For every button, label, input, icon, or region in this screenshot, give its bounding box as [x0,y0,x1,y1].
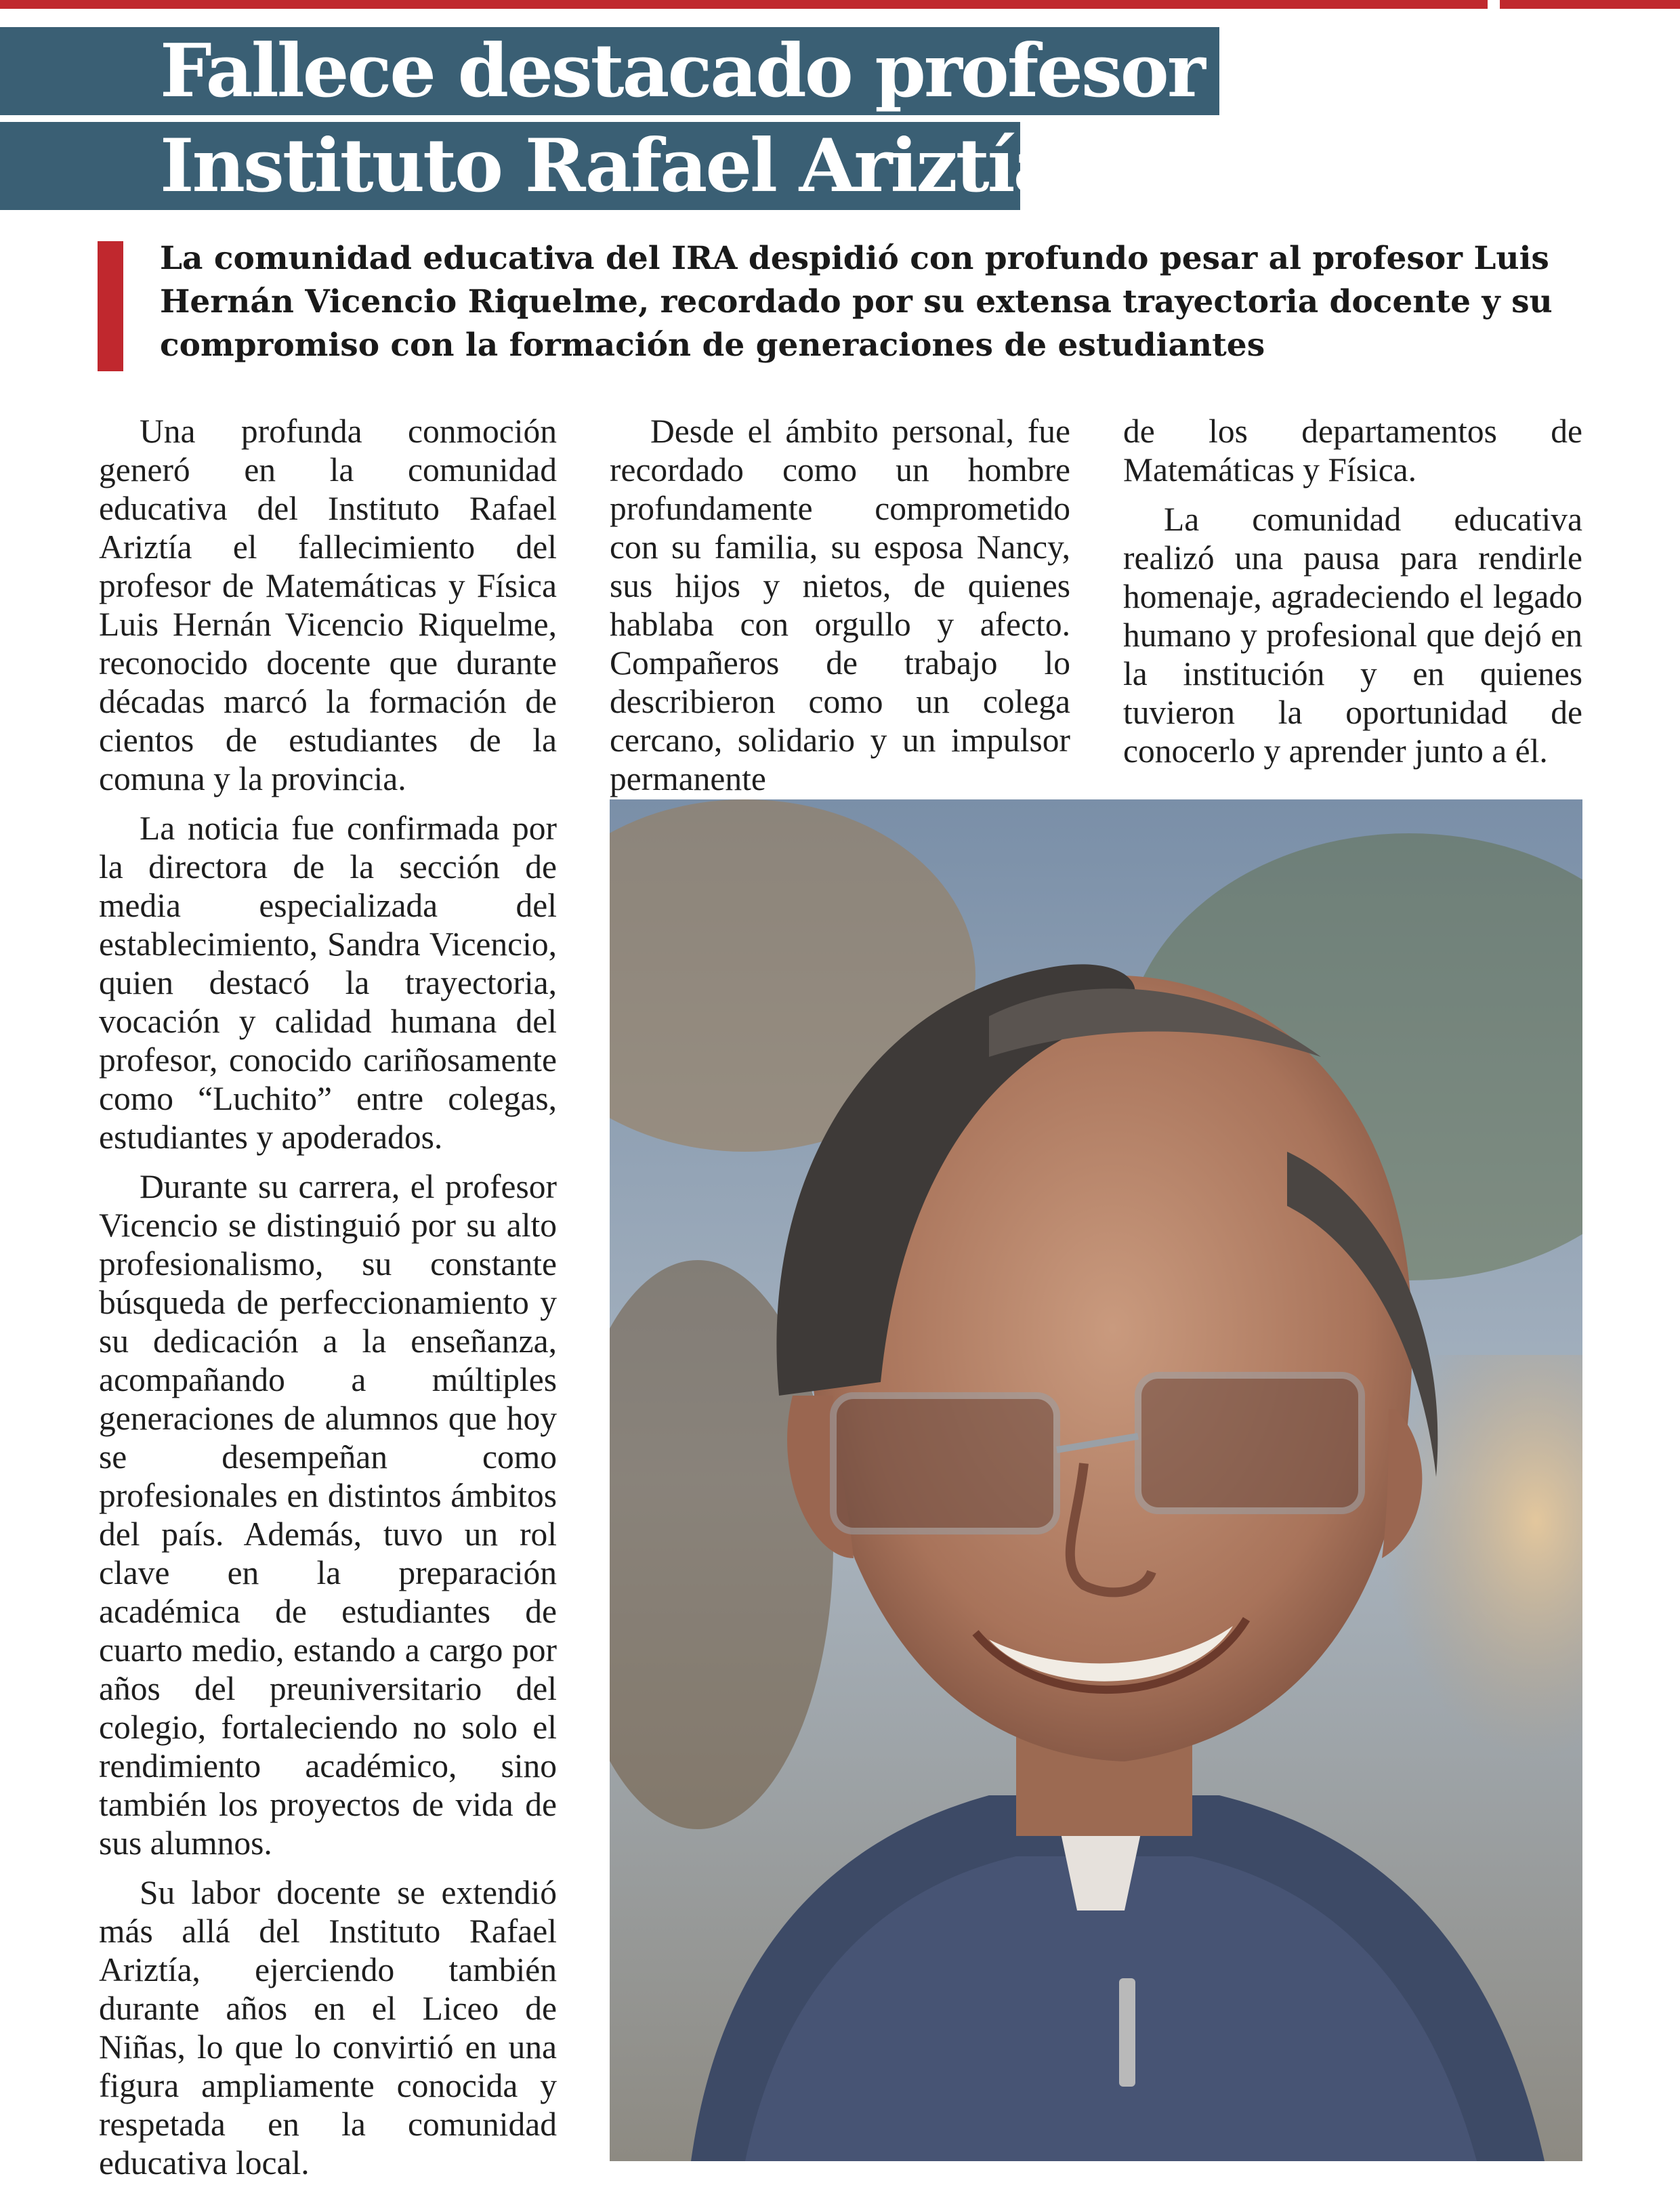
paragraph: de los departamentos de Matemáticas y Física. [1123,413,1582,488]
headline-line-1: Fallece destacado profesor del [0,27,1219,115]
headline-line-2: Instituto Rafael Ariztía [0,122,1020,210]
paragraph: Desde el ámbito personal, fue recordado como un hombre profundamente comprometido con su familia, su esposa Nancy, sus hijos y nietos, de quienes hablaba con orgullo y afecto. Compañeros de trabajo lo describieron como un colega cercano, solidario y un impulsor permanente [610,413,1070,797]
paragraph: Una profunda conmoción generó en la comunidad educativa del Instituto Rafael Ariztía el fallecimiento del profesor de Matemáticas y Física Luis Hernán Vicencio Riquelme, reconocido docente que durante décadas marcó la formación de cientos de estudiantes de la comuna y la provincia. [99,413,557,797]
body-column-3 [1123,412,1582,781]
paragraph: La noticia fue confirmada por la directora de la sección de media especializada del establecimiento, Sandra Vicencio, quien destacó la trayectoria, vocación y calidad humana del profesor, conocido cariñosamente como “Luchito” entre colegas, estudiantes y apoderados. [99,810,557,1156]
deck-accent-bar [98,241,123,371]
deck-subtitle: La comunidad educativa del IRA despidió con profundo pesar al profesor Luis Hernán Vicencio Riquelme, recordado por su extensa trayectoria docente y su compromiso con la formación de generaciones de estudiantes [160,240,1553,364]
body-column-2 [610,412,1070,809]
portrait-photo [610,799,1582,2161]
body-column-1 [99,412,557,2193]
top-rule-left [0,0,1488,9]
paragraph: Durante su carrera, el profesor Vicencio se distinguió por su alto profesionalismo, su constante búsqueda de perfeccionamiento y su dedicación a la enseñanza, acompañando a múltiples generaciones de alumnos que hoy se desempeñan como profesionales en distintos ámbitos del país. Además, tuvo un rol clave en la preparación académica de estudiantes de cuarto medio, estando a cargo por años del preuniversitario del colegio, fortaleciendo no solo el rendimiento académico, sino también los proyectos de vida de sus alumnos. [99,1168,557,1862]
top-rule-right [1500,0,1680,9]
top-rule [0,0,1680,12]
paragraph: Su labor docente se extendió más allá del Instituto Rafael Ariztía, ejerciendo también durante años en el Liceo de Niñas, lo que lo convirtió en una figura ampliamente conocida y respetada en la comunidad educativa local. [99,1874,557,2181]
paragraph: La comunidad educativa realizó una pausa para rendirle homenaje, agradeciendo el legado humano y profesional que dejó en la institución y en quienes tuvieron la oportunidad de conocerlo y aprender junto a él. [1123,501,1582,770]
